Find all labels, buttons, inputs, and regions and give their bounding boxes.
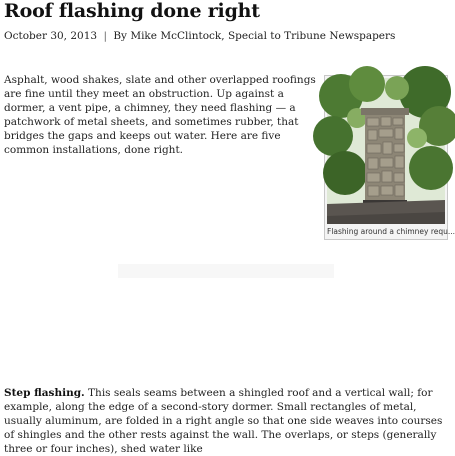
chimney-photo[interactable] (327, 78, 445, 224)
author-credit[interactable]: By Mike McClintock, Special to Tribune Newspapers (113, 30, 396, 42)
step-flashing-heading: Step flashing. (4, 387, 85, 399)
photo-gallery[interactable] (324, 75, 455, 240)
article-title: Roof flashing done right (4, 0, 260, 22)
article-byline (4, 30, 395, 42)
photo-caption: Flashing around a chimney requ... (327, 227, 455, 236)
article-date: October 30, 2013 (4, 30, 98, 42)
step-flashing-paragraph (4, 386, 452, 456)
byline-separator: | (103, 30, 107, 42)
article-intro: Asphalt, wood shakes, slate and other overlapped roofings are fine until they meet an obstruction. Up against a dormer, a vent pipe, a chimney, they need flashing — a patchwork of metal sheets, and sometimes rubber, that bridges the gaps and keeps out water. Here are five common installations, done right. (4, 74, 316, 156)
ad-placeholder (118, 264, 334, 278)
step-flashing-text: This seals seams between a shingled roof and a vertical wall; for example, along the edge of a second-story dormer. Small rectangles of metal, usually aluminum, are folded in a right angle so that one side weaves into courses of shingles and the other rests against the wall. The overlaps, or steps (generally three or four inches), shed water like (4, 387, 443, 455)
